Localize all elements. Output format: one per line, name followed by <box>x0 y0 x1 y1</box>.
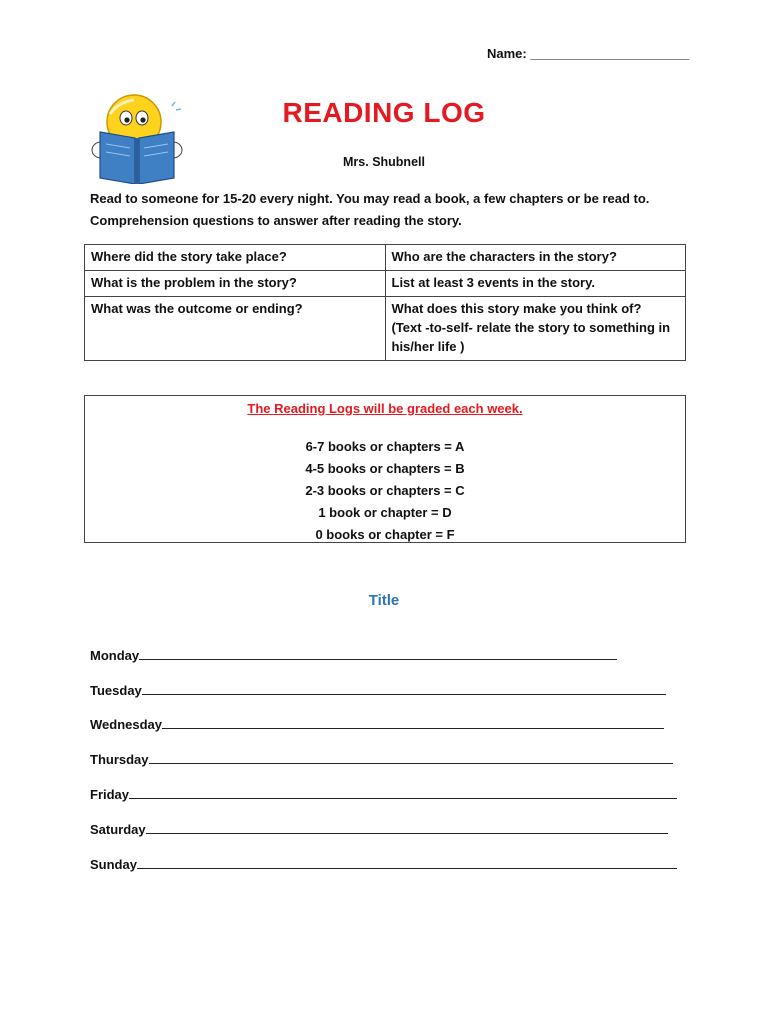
question-cell: Who are the characters in the story? <box>385 245 686 271</box>
day-label: Saturday <box>90 821 146 837</box>
name-field-label: Name: ______________________ <box>487 46 690 61</box>
grade-item: 1 book or chapter = D <box>318 505 452 520</box>
day-entry-line[interactable] <box>139 645 617 660</box>
day-label: Thursday <box>90 752 149 768</box>
comprehension-questions-table <box>84 244 686 361</box>
teacher-name: Mrs. Shubnell <box>343 155 425 169</box>
day-row-tuesday <box>90 663 690 698</box>
question-cell: What is the problem in the story? <box>85 271 386 297</box>
day-label: Friday <box>90 786 130 802</box>
day-entry-line[interactable] <box>149 749 673 764</box>
table-row <box>85 271 686 297</box>
grading-scale <box>85 436 685 546</box>
grade-item: 6-7 books or chapters = A <box>305 439 465 454</box>
grading-box <box>84 395 686 543</box>
day-row-sunday <box>90 837 690 872</box>
instruction-line: Comprehension questions to answer after reading the story. <box>90 213 462 228</box>
day-entry-line[interactable] <box>142 680 666 695</box>
day-entry-line[interactable] <box>162 714 664 729</box>
day-label: Sunday <box>90 856 137 872</box>
question-cell: Where did the story take place? <box>85 245 386 271</box>
day-row-friday <box>90 767 690 802</box>
daily-log <box>90 628 690 872</box>
table-row <box>85 245 686 271</box>
day-entry-line[interactable] <box>137 854 677 869</box>
question-cell: What was the outcome or ending? <box>85 297 386 361</box>
day-entry-line[interactable] <box>129 784 677 799</box>
page-title: READING LOG <box>282 97 486 128</box>
question-cell: List at least 3 events in the story. <box>385 271 686 297</box>
day-label: Monday <box>90 647 140 663</box>
day-row-thursday <box>90 732 690 767</box>
question-cell: What does this story make you think of? (Text -to-self- relate the story to something in his/her life ) <box>385 297 686 361</box>
day-row-saturday <box>90 802 690 837</box>
day-label: Tuesday <box>90 682 142 698</box>
day-row-monday <box>90 628 690 663</box>
log-title: Title <box>368 592 400 609</box>
day-row-wednesday <box>90 698 690 733</box>
grade-item: 0 books or chapter = F <box>315 527 455 542</box>
grade-item: 2-3 books or chapters = C <box>305 483 465 498</box>
table-row <box>85 297 686 361</box>
grade-item: 4-5 books or chapters = B <box>305 461 465 476</box>
instructions <box>90 188 710 232</box>
grading-heading: The Reading Logs will be graded each week. <box>247 401 523 416</box>
day-entry-line[interactable] <box>146 819 668 834</box>
day-label: Wednesday <box>90 717 163 733</box>
instruction-line: Read to someone for 15-20 every night. You may read a book, a few chapters or be read to. <box>90 191 650 206</box>
